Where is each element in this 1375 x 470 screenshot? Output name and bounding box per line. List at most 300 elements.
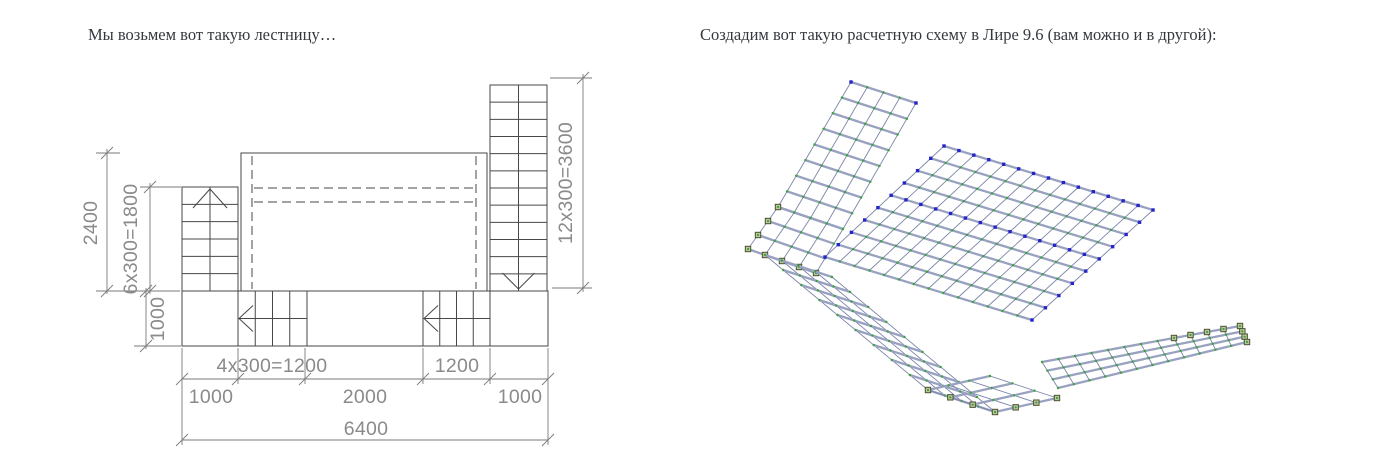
selected-node-icon	[1053, 244, 1056, 247]
mesh-node-icon	[1136, 368, 1138, 370]
dim-label: 2000	[342, 386, 388, 408]
mesh-node-icon	[1104, 375, 1106, 377]
selected-node-icon	[1107, 195, 1110, 198]
mesh-node-icon	[970, 284, 972, 286]
dim-label: 1200	[434, 355, 480, 377]
mesh-node-icon	[1027, 269, 1029, 271]
mesh-node-icon	[927, 287, 929, 289]
selected-node-icon	[1008, 230, 1011, 233]
mesh-node-icon	[998, 276, 1000, 278]
mesh-node-icon	[991, 192, 993, 194]
mesh-node-icon	[992, 399, 994, 401]
mesh-node-icon	[818, 201, 820, 203]
selected-node-icon	[914, 101, 917, 104]
mesh-node-icon	[866, 86, 868, 88]
selected-node-icon	[889, 194, 892, 197]
mesh-node-icon	[959, 390, 961, 392]
selected-node-icon	[1017, 167, 1020, 170]
mesh-node-icon	[909, 374, 911, 376]
mesh-node-icon	[972, 301, 974, 303]
mesh-node-icon	[1016, 314, 1018, 316]
mesh-node-icon	[989, 175, 991, 177]
selected-node-icon	[903, 181, 906, 184]
mesh-node-icon	[913, 283, 915, 285]
selected-node-icon	[957, 149, 960, 152]
selected-node-icon	[1062, 181, 1065, 184]
mesh-node-icon	[837, 170, 839, 172]
mesh-node-icon	[1064, 198, 1066, 200]
dim-label: 6400	[343, 418, 389, 440]
selected-node-icon	[987, 158, 990, 161]
mesh-node-icon	[954, 263, 956, 265]
mesh-node-icon	[849, 291, 851, 293]
mesh-node-icon	[995, 243, 997, 245]
mesh-node-icon	[1156, 340, 1158, 342]
mesh-node-icon	[1123, 216, 1125, 218]
mesh-node-icon	[981, 238, 983, 240]
mesh-node-icon	[839, 133, 841, 135]
mesh-node-icon	[782, 269, 784, 271]
selected-node-icon	[942, 144, 945, 147]
mesh-node-icon	[815, 280, 817, 282]
dim-label: 4x300=1200	[216, 355, 328, 377]
mesh-node-icon	[1227, 339, 1229, 341]
mesh-node-icon	[968, 379, 970, 381]
mesh-node-icon	[1123, 346, 1125, 348]
mesh-node-icon	[990, 387, 992, 389]
mesh-node-icon	[1074, 355, 1076, 357]
mesh-node-icon	[1073, 383, 1075, 385]
mesh-node-icon	[938, 241, 940, 243]
mesh-node-icon	[976, 188, 978, 190]
mesh-node-icon	[871, 144, 873, 146]
mesh-node-icon	[1025, 252, 1027, 254]
mesh-node-icon	[1062, 366, 1064, 368]
mesh-node-icon	[989, 375, 991, 377]
mesh-node-icon	[842, 228, 844, 230]
mesh-node-icon	[1109, 212, 1111, 214]
mesh-node-icon	[892, 211, 894, 213]
mesh-node-icon	[869, 181, 871, 183]
mesh-node-icon	[793, 211, 795, 213]
mesh-node-icon	[1183, 356, 1185, 358]
mesh-node-icon	[997, 260, 999, 262]
selected-node-icon	[1030, 318, 1033, 321]
mesh-node-icon	[857, 102, 859, 104]
mesh-node-icon	[1028, 285, 1030, 287]
mesh-node-icon	[1147, 357, 1149, 359]
selected-node-icon	[1098, 257, 1101, 260]
selected-node-icon	[1068, 248, 1071, 251]
mesh-node-icon	[908, 232, 910, 234]
mesh-node-icon	[781, 259, 783, 261]
mesh-node-icon	[923, 360, 925, 362]
selected-node-icon	[837, 243, 840, 246]
mesh-node-icon	[1043, 290, 1045, 292]
mesh-node-icon	[1036, 206, 1038, 208]
mesh-node-icon	[820, 164, 822, 166]
mesh-node-icon	[1011, 382, 1013, 384]
mesh-patch-main-slab	[823, 144, 1154, 321]
selected-node-icon	[849, 80, 852, 83]
mesh-node-icon	[1019, 185, 1021, 187]
stair-plan-drawing	[80, 72, 592, 446]
mesh-node-icon	[911, 266, 913, 268]
mesh-node-icon	[1021, 201, 1023, 203]
mesh-node-icon	[848, 117, 850, 119]
selected-node-icon	[1077, 185, 1080, 188]
mesh-node-icon	[844, 191, 846, 193]
mesh-node-icon	[1079, 363, 1081, 365]
mesh-node-icon	[924, 254, 926, 256]
mesh-node-icon	[1167, 360, 1169, 362]
mesh-node-icon	[978, 205, 980, 207]
mesh-node-icon	[1120, 371, 1122, 373]
mesh-node-icon	[944, 162, 946, 164]
mesh-node-icon	[924, 370, 926, 372]
mesh-patch-upper-flight	[777, 80, 918, 230]
mesh-node-icon	[816, 237, 818, 239]
mesh-node-icon	[836, 314, 838, 316]
mesh-node-icon	[853, 319, 855, 321]
left-figure-caption: Мы возьмем вот такую лестницу…	[88, 25, 337, 44]
mesh-patch-lower-flight	[1041, 323, 1250, 389]
mesh-node-icon	[985, 289, 987, 291]
mesh-node-icon	[889, 349, 891, 351]
mesh-node-icon	[1107, 349, 1109, 351]
mesh-node-icon	[1082, 236, 1084, 238]
mesh-node-icon	[1013, 281, 1015, 283]
mesh-node-icon	[1095, 224, 1097, 226]
mesh-node-icon	[1029, 302, 1031, 304]
mesh-node-icon	[786, 190, 788, 192]
selected-node-icon	[1138, 221, 1141, 224]
mesh-node-icon	[839, 260, 841, 262]
mesh-node-icon	[984, 272, 986, 274]
mesh-node-icon	[1056, 278, 1058, 280]
mesh-node-icon	[1115, 364, 1117, 366]
mesh-node-icon	[832, 285, 834, 287]
mesh-node-icon	[1131, 360, 1133, 362]
mesh-node-icon	[886, 330, 888, 332]
mesh-node-icon	[1179, 350, 1181, 352]
mesh-node-icon	[961, 183, 963, 185]
selected-node-icon	[1111, 245, 1114, 248]
mesh-node-icon	[906, 118, 908, 120]
mesh-node-icon	[1140, 343, 1142, 345]
mesh-node-icon	[1001, 310, 1003, 312]
mesh-node-icon	[1209, 337, 1211, 339]
mesh-node-icon	[774, 240, 776, 242]
mesh-node-icon	[1192, 340, 1194, 342]
right-figure-caption: Создадим вот такую расчетную схему в Лире 9.6 (вам можно и в другой):	[700, 25, 1217, 44]
mesh-node-icon	[873, 107, 875, 109]
selected-node-icon	[904, 198, 907, 201]
mesh-node-icon	[967, 250, 969, 252]
mesh-node-icon	[939, 258, 941, 260]
mesh-node-icon	[1070, 265, 1072, 267]
selected-node-icon	[979, 221, 982, 224]
mesh-node-icon	[846, 154, 848, 156]
mesh-node-icon	[906, 216, 908, 218]
selected-node-icon	[964, 216, 967, 219]
mesh-node-icon	[947, 384, 949, 386]
mesh-node-icon	[878, 223, 880, 225]
mesh-node-icon	[860, 196, 862, 198]
mesh-node-icon	[898, 278, 900, 280]
mesh-node-icon	[855, 138, 857, 140]
mesh-node-icon	[800, 231, 802, 233]
plan-dimensions	[80, 72, 592, 446]
mesh-node-icon	[1080, 220, 1082, 222]
mesh-node-icon	[790, 245, 792, 247]
mesh-node-icon	[795, 175, 797, 177]
mesh-node-icon	[1176, 343, 1178, 345]
mesh-node-icon	[1049, 194, 1051, 196]
selected-node-icon	[863, 218, 866, 221]
mesh-node-icon	[951, 229, 953, 231]
mesh-node-icon	[889, 112, 891, 114]
mesh-node-icon	[850, 300, 852, 302]
selected-node-icon	[1092, 190, 1095, 193]
mesh-node-icon	[887, 149, 889, 151]
selected-node-icon	[1083, 253, 1086, 256]
mesh-node-icon	[868, 269, 870, 271]
selected-node-icon	[850, 231, 853, 234]
mesh-node-icon	[828, 185, 830, 187]
mesh-node-icon	[867, 306, 869, 308]
mesh-node-icon	[976, 396, 978, 398]
mesh-node-icon	[872, 344, 874, 346]
mesh-node-icon	[1195, 346, 1197, 348]
mesh-node-icon	[804, 159, 806, 161]
mesh-node-icon	[1111, 356, 1113, 358]
mesh-node-icon	[939, 366, 941, 368]
mesh-node-icon	[826, 222, 828, 224]
mesh-node-icon	[1211, 343, 1213, 345]
mesh-node-icon	[952, 246, 954, 248]
mesh-node-icon	[1163, 353, 1165, 355]
mesh-node-icon	[897, 133, 899, 135]
mesh-node-icon	[893, 228, 895, 230]
mesh-node-icon	[833, 242, 835, 244]
selected-node-icon	[919, 203, 922, 206]
mesh-node-icon	[882, 91, 884, 93]
selected-node-icon	[1151, 208, 1154, 211]
mesh-node-icon	[907, 364, 909, 366]
mesh-node-icon	[910, 249, 912, 251]
mesh-node-icon	[903, 336, 905, 338]
mesh-node-icon	[1012, 264, 1014, 266]
selected-node-icon	[949, 212, 952, 215]
mesh-node-icon	[817, 289, 819, 291]
mesh-node-icon	[1225, 333, 1227, 335]
mesh-node-icon	[906, 355, 908, 357]
mesh-node-icon	[986, 305, 988, 307]
mesh-node-icon	[807, 251, 809, 253]
mesh-node-icon	[880, 128, 882, 130]
mesh-node-icon	[1034, 189, 1036, 191]
selected-node-icon	[1136, 204, 1139, 207]
mesh-node-icon	[853, 265, 855, 267]
mesh-node-icon	[1090, 352, 1092, 354]
dim-label: 1000	[188, 386, 234, 408]
mesh-node-icon	[1000, 293, 1002, 295]
selected-node-icon	[1124, 233, 1127, 236]
mesh-node-icon	[895, 245, 897, 247]
mesh-node-icon	[1013, 394, 1015, 396]
mesh-node-icon	[899, 97, 901, 99]
mesh-node-icon	[1046, 369, 1048, 371]
mesh-node-icon	[1037, 223, 1039, 225]
mesh-node-icon	[992, 209, 994, 211]
selected-node-icon	[993, 225, 996, 228]
mesh-node-icon	[764, 254, 766, 256]
mesh-node-icon	[1151, 364, 1153, 366]
mesh-node-icon	[822, 128, 824, 130]
mesh-node-icon	[1055, 261, 1057, 263]
mesh-node-icon	[921, 351, 923, 353]
mesh-node-icon	[1057, 358, 1059, 360]
mesh-node-icon	[1022, 218, 1024, 220]
mesh-node-icon	[853, 175, 855, 177]
mesh-node-icon	[957, 296, 959, 298]
mesh-node-icon	[835, 304, 837, 306]
mesh-node-icon	[851, 212, 853, 214]
dim-label: 1000	[497, 386, 543, 408]
mesh-node-icon	[1052, 227, 1054, 229]
mesh-node-icon	[1079, 203, 1081, 205]
mesh-node-icon	[830, 149, 832, 151]
selected-node-icon	[1002, 163, 1005, 166]
mesh-node-icon	[835, 207, 837, 209]
mesh-node-icon	[931, 174, 933, 176]
selected-node-icon	[1047, 176, 1050, 179]
mesh-node-icon	[959, 166, 961, 168]
mesh-node-icon	[1230, 345, 1232, 347]
mesh-node-icon	[1094, 207, 1096, 209]
mesh-node-icon	[1007, 214, 1009, 216]
mesh-node-icon	[982, 255, 984, 257]
mesh-node-icon	[883, 274, 885, 276]
mesh-node-icon	[896, 261, 898, 263]
mesh-node-icon	[1065, 215, 1067, 217]
plan-walls	[182, 153, 548, 346]
mesh-node-icon	[1010, 247, 1012, 249]
mesh-node-icon	[809, 217, 811, 219]
mesh-node-icon	[918, 186, 920, 188]
mesh-node-icon	[963, 200, 965, 202]
selected-node-icon	[1057, 294, 1060, 297]
mesh-node-icon	[926, 271, 928, 273]
mesh-node-icon	[1160, 347, 1162, 349]
selected-node-icon	[929, 157, 932, 160]
mesh-node-icon	[1097, 241, 1099, 243]
mesh-node-icon	[942, 292, 944, 294]
selected-node-icon	[1038, 239, 1041, 242]
mesh-node-icon	[1050, 210, 1052, 212]
dim-label: 6x300=1800	[120, 183, 142, 295]
mesh-node-icon	[1088, 379, 1090, 381]
mesh-node-icon	[923, 237, 925, 239]
selected-node-icon	[972, 153, 975, 156]
mesh-node-icon	[1004, 180, 1006, 182]
mesh-node-icon	[865, 236, 867, 238]
mesh-node-icon	[925, 379, 927, 381]
mesh-node-icon	[880, 240, 882, 242]
mesh-node-icon	[862, 159, 864, 161]
mesh-node-icon	[1057, 387, 1059, 389]
mesh-node-icon	[948, 195, 950, 197]
mesh-node-icon	[802, 196, 804, 198]
mesh-node-icon	[1051, 378, 1053, 380]
mesh-node-icon	[1214, 348, 1216, 350]
mesh-node-icon	[955, 280, 957, 282]
mesh-node-icon	[813, 143, 815, 145]
mesh-node-icon	[946, 179, 948, 181]
mesh-node-icon	[921, 220, 923, 222]
selected-node-icon	[1071, 282, 1074, 285]
selected-node-icon	[1023, 234, 1026, 237]
selected-node-icon	[1032, 172, 1035, 175]
mesh-node-icon	[1127, 353, 1129, 355]
mesh-node-icon	[832, 112, 834, 114]
mesh-node-icon	[831, 276, 833, 278]
selected-node-icon	[823, 255, 826, 258]
mesh-node-icon	[891, 359, 893, 361]
mesh-node-icon	[936, 225, 938, 227]
mesh-node-icon	[1015, 298, 1017, 300]
mesh-node-icon	[905, 345, 907, 347]
selected-node-icon	[1044, 306, 1047, 309]
mesh-node-icon	[868, 315, 870, 317]
mesh-node-icon	[970, 391, 972, 393]
dim-label: 1000	[147, 296, 169, 342]
selected-node-icon	[916, 169, 919, 172]
mesh-node-icon	[864, 123, 866, 125]
mesh-node-icon	[933, 191, 935, 193]
mesh-node-icon	[1067, 232, 1069, 234]
fem-model-drawing	[745, 80, 1249, 414]
mesh-node-icon	[852, 248, 854, 250]
mesh-node-icon	[841, 96, 843, 98]
mesh-node-icon	[811, 180, 813, 182]
mesh-node-icon	[871, 334, 873, 336]
mesh-node-icon	[814, 270, 816, 272]
dim-label: 2400	[80, 200, 102, 246]
mesh-node-icon	[941, 375, 943, 377]
mesh-node-icon	[1095, 360, 1097, 362]
selected-node-icon	[876, 206, 879, 209]
mesh-node-icon	[885, 321, 887, 323]
mesh-node-icon	[1099, 367, 1101, 369]
mesh-node-icon	[878, 165, 880, 167]
dim-label: 12x300=3600	[555, 121, 577, 245]
mesh-node-icon	[888, 340, 890, 342]
mesh-node-icon	[800, 284, 802, 286]
mesh-node-icon	[1006, 197, 1008, 199]
mesh-node-icon	[969, 267, 971, 269]
mesh-node-icon	[1110, 229, 1112, 231]
mesh-node-icon	[870, 325, 872, 327]
mesh-node-icon	[966, 234, 968, 236]
mesh-node-icon	[974, 171, 976, 173]
mesh-node-icon	[1083, 371, 1085, 373]
mesh-node-icon	[1041, 273, 1043, 275]
selected-node-icon	[1121, 199, 1124, 202]
mesh-node-icon	[783, 225, 785, 227]
mesh-node-icon	[1040, 256, 1042, 258]
